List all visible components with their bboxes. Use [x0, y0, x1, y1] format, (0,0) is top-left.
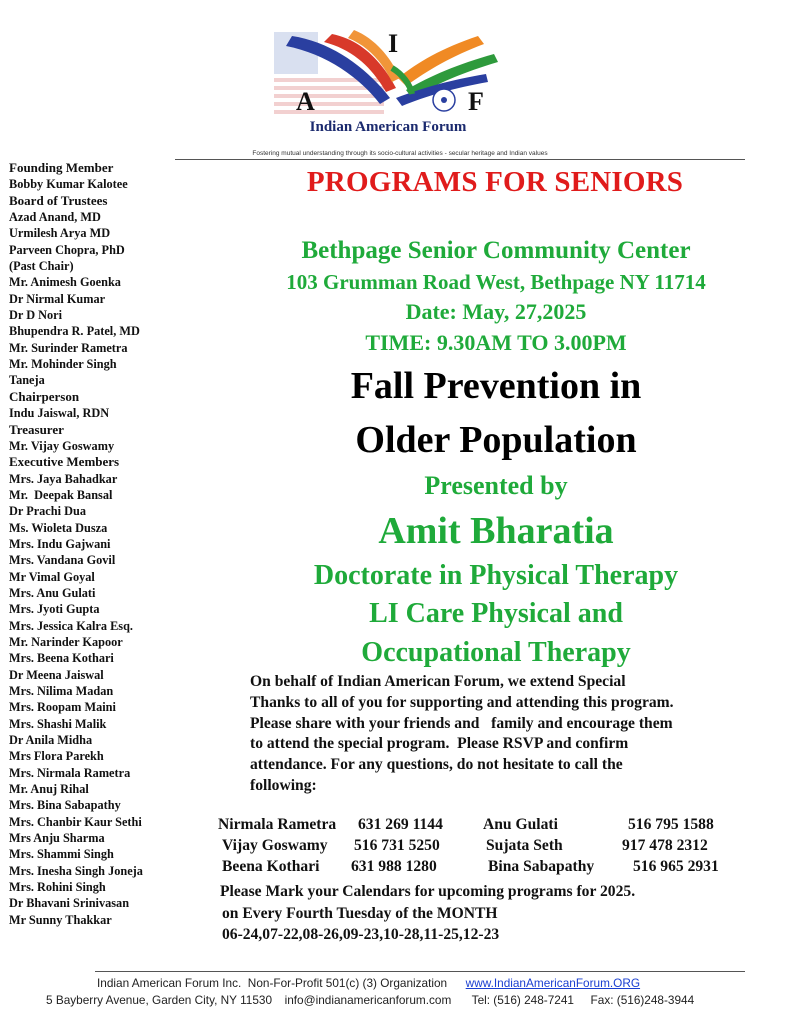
- contact-phone: 631 269 1144: [358, 816, 443, 833]
- sidebar-member-name: Dr Prachi Dua: [9, 504, 86, 519]
- sidebar-member-name: Mr Vimal Goyal: [9, 569, 95, 584]
- sidebar-member-name: Mrs Anju Sharma: [9, 831, 105, 846]
- organization-line-1: LI Care Physical and: [369, 598, 623, 629]
- contact-row: [218, 858, 758, 879]
- footer-address: 5 Bayberry Avenue, Garden City, NY 11530: [46, 993, 273, 1007]
- footer-email: info@indianamericanforum.com: [284, 993, 452, 1007]
- sidebar-member-name: Mrs. Jyoti Gupta: [9, 602, 100, 617]
- footer-line-2: [46, 993, 694, 1007]
- sidebar-member-name: Mrs. Bina Sabapathy: [9, 798, 121, 813]
- address: 103 Grumman Road West, Bethpage NY 11714: [286, 270, 706, 294]
- website-link[interactable]: www.IndianAmericanForum.ORG: [465, 976, 641, 990]
- message-line: Please share with your friends and family and encourage them: [250, 714, 673, 732]
- contact-row: [218, 816, 758, 837]
- logo-letter-i: I: [388, 29, 399, 58]
- footer-tel: Tel: (516) 248-7241: [471, 993, 574, 1007]
- sidebar-member-name: Mr. Anuj Rihal: [9, 782, 89, 797]
- sidebar-section-heading: Founding Member: [9, 160, 114, 175]
- sidebar-member-name: Mrs. Indu Gajwani: [9, 536, 111, 551]
- contact-phone: 516 795 1588: [628, 816, 714, 833]
- page-title: PROGRAMS FOR SENIORS: [306, 166, 684, 198]
- contact-phone: 516 731 5250: [354, 837, 440, 854]
- sidebar-member-name: Ms. Wioleta Dusza: [9, 520, 108, 535]
- sidebar-member-name: Mrs. Vandana Govil: [9, 553, 116, 568]
- logo-letter-f: F: [468, 87, 484, 116]
- presented-by: Presented by: [424, 471, 568, 500]
- sidebar-member-name: Mr. Deepak Bansal: [9, 487, 113, 502]
- sidebar-member-name: Mrs. Beena Kothari: [9, 651, 114, 666]
- sidebar-member-name: Mr. Narinder Kapoor: [9, 634, 123, 649]
- contact-name: Beena Kothari: [222, 858, 320, 875]
- footer-divider: [95, 971, 745, 972]
- logo-letter-a: A: [296, 87, 315, 116]
- board-members-sidebar: [9, 160, 179, 928]
- sidebar-section-heading: Chairperson: [9, 388, 80, 404]
- sidebar-member-name: Dr Nirmal Kumar: [9, 291, 106, 306]
- message-line: attendance. For any questions, do not hesitate to call the: [250, 756, 623, 774]
- organization-line-2: Occupational Therapy: [361, 637, 631, 668]
- sidebar-member-name: (Past Chair): [9, 259, 74, 274]
- sidebar-member-name: Mr. Vijay Goswamy: [9, 438, 115, 453]
- sidebar-member-name: Mrs. Chanbir Kaur Sethi: [9, 814, 142, 829]
- sidebar-member-name: Mrs. Anu Gulati: [9, 585, 96, 600]
- calendar-schedule: on Every Fourth Tuesday of the MONTH: [222, 905, 498, 922]
- contact-phone: 631 988 1280: [351, 858, 437, 875]
- footer-line-1: [97, 976, 640, 990]
- sidebar-member-name: Mrs. Shashi Malik: [9, 716, 107, 731]
- footer-fax: Fax: (516)248-3944: [590, 993, 695, 1007]
- message-paragraph: [250, 672, 760, 797]
- message-line: following:: [250, 776, 317, 794]
- sidebar-member-name: Bobby Kumar Kalotee: [9, 177, 128, 192]
- sidebar-member-name: Mrs. Rohini Singh: [9, 880, 106, 895]
- tagline: Fostering mutual understanding through its socio-cultural activities - secular heritage and Indian values: [252, 150, 548, 157]
- sidebar-section-heading: Executive Members: [9, 454, 120, 470]
- presenter-name: Amit Bharatia: [378, 510, 614, 552]
- venue: Bethpage Senior Community Center: [301, 237, 691, 264]
- sidebar-member-name: Mrs. Roopam Maini: [9, 700, 116, 715]
- sidebar-member-name: Mr Sunny Thakkar: [9, 912, 112, 927]
- contact-phone: 516 965 2931: [633, 858, 719, 875]
- contact-name: Sujata Seth: [486, 837, 563, 854]
- sidebar-member-name: Bhupendra R. Patel, MD: [9, 324, 140, 339]
- sidebar-member-name: Dr Anila Midha: [9, 733, 93, 748]
- topic-line-2: Older Population: [355, 419, 637, 461]
- sidebar-member-name: Mrs. Nilima Madan: [9, 684, 114, 698]
- calendar-note: Please Mark your Calendars for upcoming programs for 2025.: [220, 883, 636, 900]
- sidebar-section-heading: Board of Trustees: [9, 192, 108, 208]
- event-date: Date: May, 27,2025: [405, 299, 587, 324]
- logo-name: Indian American Forum: [309, 119, 467, 135]
- contact-row: [218, 837, 758, 858]
- contact-name: Bina Sabapathy: [488, 858, 595, 875]
- sidebar-member-name: Dr Meena Jaiswal: [9, 667, 104, 682]
- sidebar-member-name: Mrs. Shammi Singh: [9, 847, 114, 862]
- sidebar-member-name: Parveen Chopra, PhD: [9, 242, 125, 257]
- contact-phone: 917 478 2312: [622, 837, 708, 854]
- sidebar-member-name: Mrs. Jaya Bahadkar: [9, 471, 118, 486]
- sidebar-member-name: Mrs Flora Parekh: [9, 749, 104, 764]
- contact-name: Anu Gulati: [483, 816, 558, 833]
- flag-brush-graphic: [272, 28, 504, 123]
- header-divider: [175, 159, 745, 160]
- footer-org: Indian American Forum Inc. Non-For-Profit 501(c) (3) Organization: [97, 976, 448, 990]
- sidebar-member-name: Mrs. Nirmala Rametra: [9, 765, 131, 780]
- message-line: to attend the special program. Please RSVP and confirm: [250, 735, 629, 753]
- contacts-list: [218, 816, 758, 879]
- contact-name: Nirmala Rametra: [218, 816, 337, 833]
- topic-line-1: Fall Prevention in: [350, 365, 642, 407]
- message-line: On behalf of Indian American Forum, we extend Special: [250, 673, 626, 690]
- iaf-logo: [272, 28, 504, 140]
- sidebar-member-name: Mrs. Inesha Singh Joneja: [9, 863, 143, 878]
- sidebar-member-name: Mr. Surinder Rametra: [9, 340, 128, 355]
- presenter-credential: Doctorate in Physical Therapy: [313, 560, 679, 591]
- sidebar-member-name: Dr D Nori: [9, 308, 63, 323]
- sidebar-member-name: Indu Jaiswal, RDN: [9, 406, 110, 421]
- calendar-dates: 06-24,07-22,08-26,09-23,10-28,11-25,12-23: [222, 926, 500, 943]
- sidebar-member-name: Urmilesh Arya MD: [9, 226, 111, 241]
- sidebar-member-name: Mr. Animesh Goenka: [9, 275, 121, 290]
- sidebar-section-heading: Treasurer: [9, 421, 64, 437]
- sidebar-member-name: Mrs. Jessica Kalra Esq.: [9, 618, 133, 633]
- message-line: Thanks to all of you for supporting and attending this program.: [250, 693, 674, 711]
- sidebar-member-name: Dr Bhavani Srinivasan: [9, 896, 130, 911]
- event-time: TIME: 9.30AM TO 3.00PM: [365, 330, 627, 355]
- contact-name: Vijay Goswamy: [222, 837, 328, 854]
- sidebar-member-name: Taneja: [9, 373, 45, 388]
- sidebar-member-name: Mr. Mohinder Singh: [9, 357, 117, 372]
- sidebar-member-name: Azad Anand, MD: [9, 210, 101, 225]
